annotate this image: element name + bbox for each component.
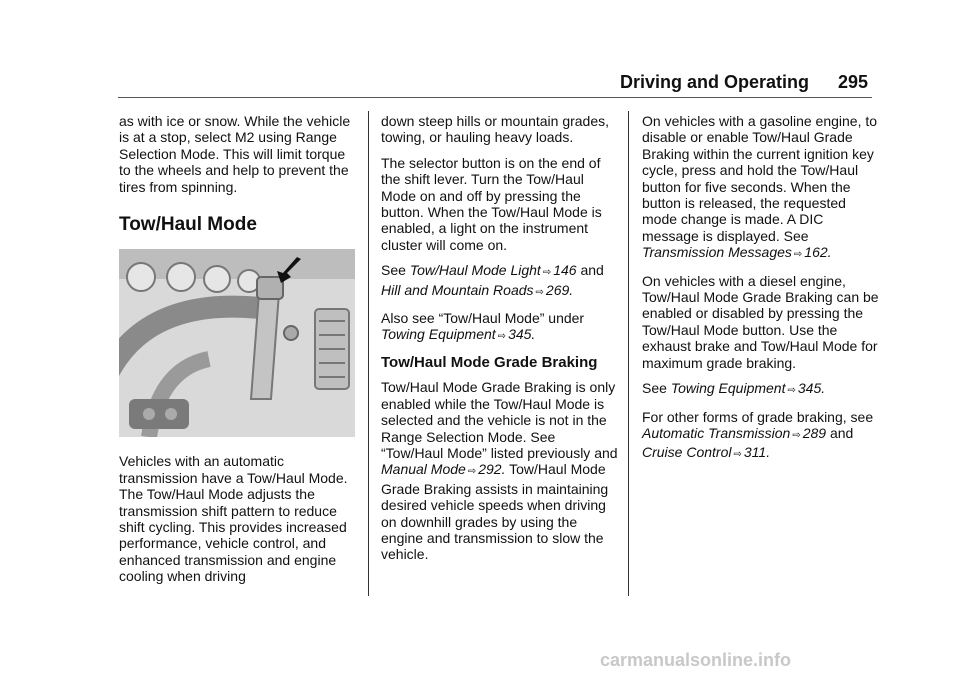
column-divider-1 — [368, 111, 369, 596]
see-towing-paragraph: See Towing Equipment ⇨ 345. — [642, 380, 826, 397]
watermark: carmanualsonline.info — [600, 650, 792, 670]
also-see-paragraph: Also see “Tow/Haul Mode” under Towing Equipment ⇨ 345. — [381, 310, 585, 343]
ref-arrow-icon: ⇨ — [793, 249, 803, 261]
ref-transmission-messages[interactable]: Transmission Messages — [642, 244, 792, 261]
ref-arrow-icon: ⇨ — [733, 449, 742, 461]
ref-hill-mountain-roads[interactable]: Hill and Mountain Roads — [381, 281, 534, 298]
column-1 — [119, 113, 359, 594]
ref-towing-equipment[interactable]: Towing Equipment — [381, 326, 496, 343]
ref-automatic-transmission[interactable]: Automatic Transmission — [642, 424, 791, 441]
ref-towing-equipment-2[interactable]: Towing Equipment — [670, 380, 786, 397]
tow-haul-description: Vehicles with an automatic transmission have a Tow/Haul Mode. The Tow/Haul Mode adjusts the transmission shift pattern to reduce shift cycling. This provides increased performance, vehicle control, and enhanced transmission and engine cooling when driving — [119, 453, 348, 585]
ref-manual-mode[interactable]: Manual Mode — [381, 461, 466, 478]
selector-button-paragraph: The selector button is on the end of the shift lever. Turn the Tow/Haul Mode on and off by pressing the button. When the Tow/Haul Mode is enabled, a light on the instrument cluster will come on. — [381, 154, 602, 253]
continued-paragraph: down steep hills or mountain grades, towing, or hauling heavy loads. — [381, 113, 610, 146]
ref-arrow-icon: ⇨ — [787, 385, 796, 397]
ref-tow-haul-light[interactable]: Tow/Haul Mode Light — [409, 262, 541, 279]
column-divider-2 — [628, 111, 629, 596]
ref-arrow-icon: ⇨ — [497, 331, 507, 343]
page-header — [0, 70, 960, 98]
other-braking-paragraph: For other forms of grade braking, see Automatic Transmission ⇨ 289 and Cruise Control ⇨ 311. — [642, 408, 874, 461]
section-title: Driving and Operating — [620, 72, 810, 92]
header-rule — [118, 97, 872, 98]
intro-paragraph: as with ice or snow. While the vehicle is at a stop, select M2 using Range Selection Mode. This will limit torque to the wheels and help to prevent the tires from spinning. — [119, 113, 351, 195]
shift-lever-photo — [119, 249, 355, 437]
ref-cruise-control[interactable]: Cruise Control — [642, 444, 732, 461]
see-references-paragraph: See Tow/Haul Mode Light ⇨ 146 and Hill and Mountain Roads ⇨ 269. — [381, 262, 604, 298]
shift-lever-illustration — [119, 249, 355, 437]
column-3 — [642, 113, 882, 473]
gasoline-engine-paragraph: On vehicles with a gasoline engine, to disable or enable Tow/Haul Grade Braking within the current ignition key cycle, press and hold the Tow/Haul button for five seconds. When the button is released, the requested mode change is made. A DIC message is displayed. See Transmission Messages ⇨ 162. — [642, 113, 878, 261]
column-2 — [381, 113, 621, 572]
section-heading: Tow/Haul Mode — [119, 214, 257, 236]
ref-arrow-icon: ⇨ — [467, 466, 477, 478]
page-number: 295 — [838, 72, 869, 92]
subsection-heading: Tow/Haul Mode Grade Braking — [381, 353, 598, 371]
ref-arrow-icon: ⇨ — [792, 429, 801, 441]
diesel-engine-paragraph: On vehicles with a diesel engine, Tow/Haul Mode Grade Braking can be enabled or disabled by pressing the Tow/Haul Mode button. Use the exhaust brake and Tow/Haul Mode for maximum grade braking. — [642, 272, 879, 371]
grade-braking-paragraph: Tow/Haul Mode Grade Braking is only enabled while the Tow/Haul Mode is selected and the vehicle is not in the Range Selection Mode. See “Tow/Haul Mode” listed previously and Manual Mode ⇨ 292. Tow/Haul Mode Grade Braking assists in maintaining desired vehicle speeds when driving on downhill grades by using the engine and transmission to slow the vehicle. — [381, 379, 618, 563]
ref-arrow-icon: ⇨ — [535, 286, 544, 298]
ref-arrow-icon: ⇨ — [542, 267, 552, 279]
